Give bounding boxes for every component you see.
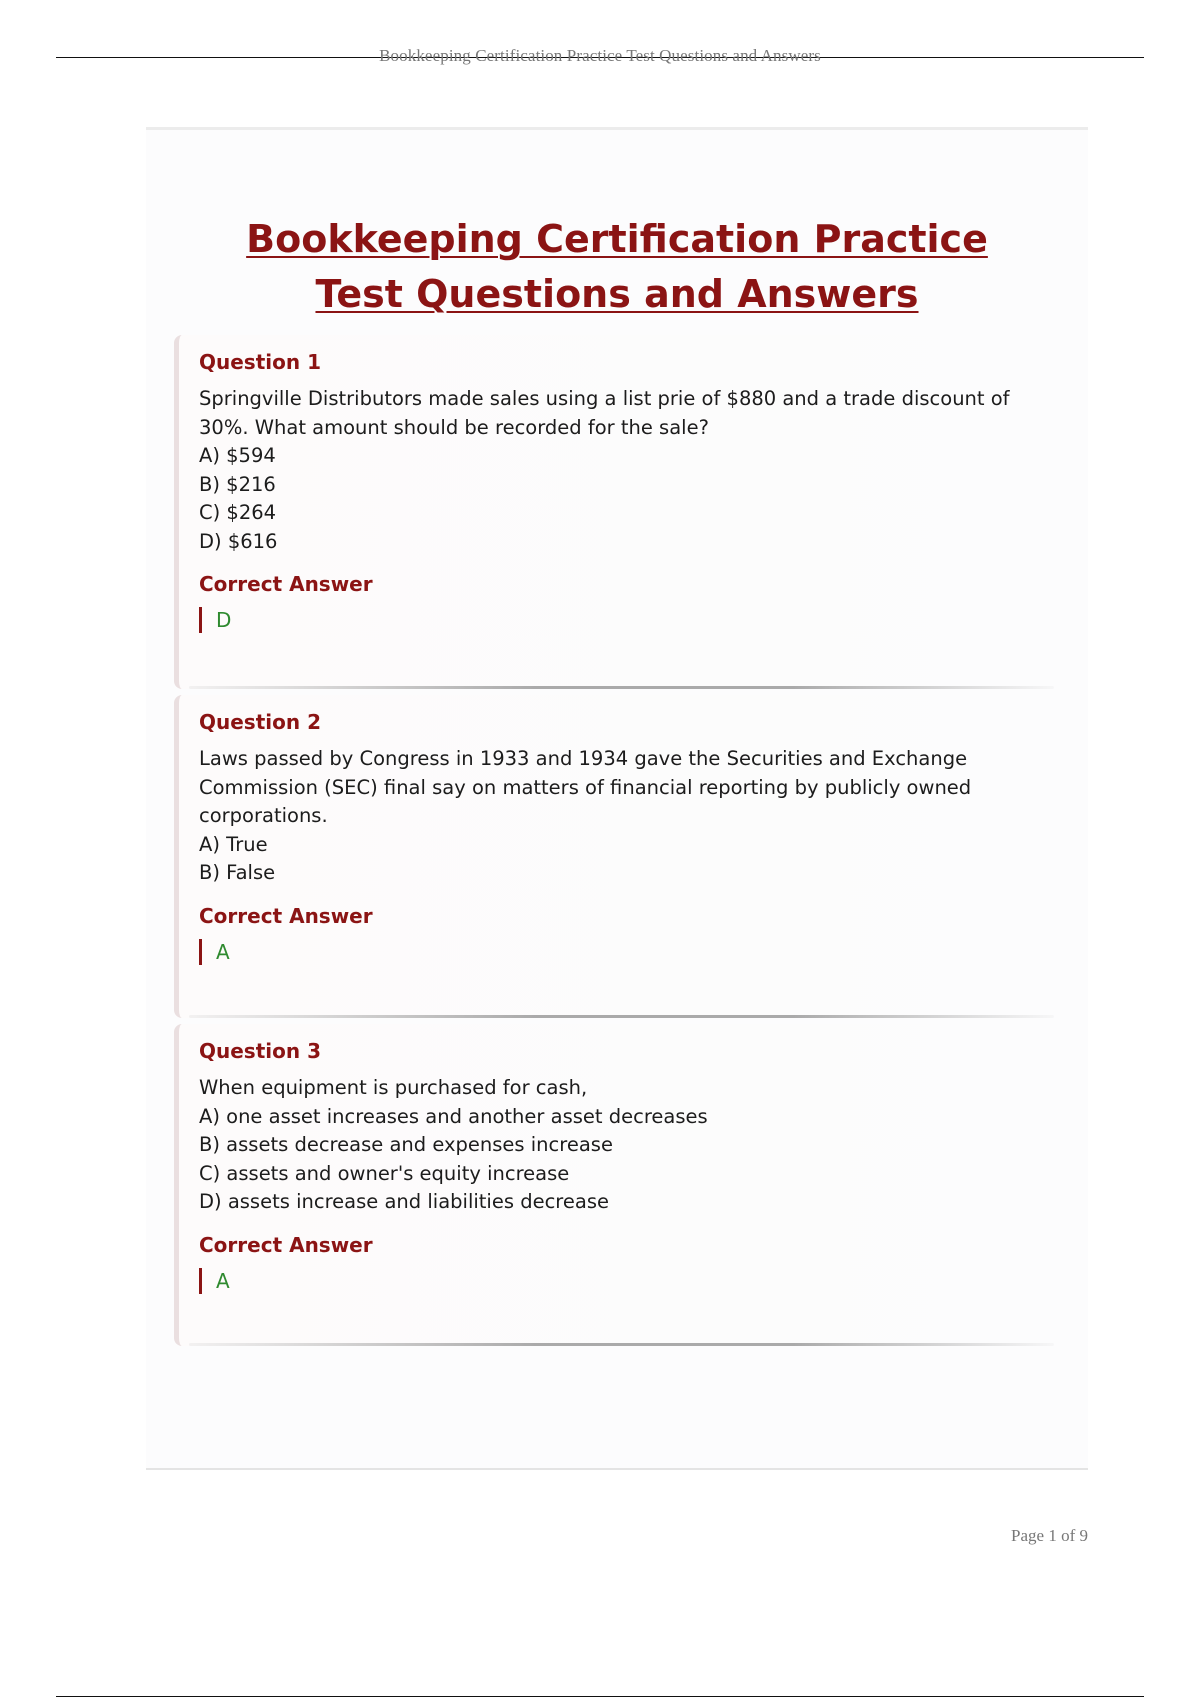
answer-option: C) assets and owner's equity increase — [199, 1161, 570, 1185]
correct-answer — [199, 1267, 1034, 1295]
question-card-1 — [174, 335, 1054, 689]
answer-option: A) $594 — [199, 444, 276, 467]
question-label: Question 1 — [199, 350, 321, 374]
correct-answer-value: A — [216, 939, 230, 964]
answer-option: D) $616 — [199, 529, 278, 553]
answer-option: B) False — [199, 861, 276, 884]
question-text: When equipment is purchased for cash, — [199, 1076, 588, 1099]
answer-option: D) assets increase and liabilities decrease — [199, 1190, 609, 1213]
answer-option: A) True — [199, 832, 268, 856]
correct-answer — [199, 938, 1034, 966]
correct-answer-value: A — [216, 1268, 230, 1293]
answer-accent-bar — [199, 939, 202, 965]
page-number: Page 1 of 9 — [1011, 1526, 1088, 1545]
answer-accent-bar — [199, 607, 202, 633]
correct-answer-label: Correct Answer — [199, 572, 373, 596]
question-text: Laws passed by Congress in 1933 and 1934 gave the Securities and Exchange Commission (SEC) final say on matters of financial reporting by publicly owned corporations. — [199, 747, 972, 827]
answer-option: C) $264 — [199, 501, 277, 524]
correct-answer-label: Correct Answer — [199, 903, 373, 928]
page-content — [146, 127, 1088, 1470]
question-card-3 — [174, 1024, 1054, 1346]
answer-option: B) assets decrease and expenses increase — [199, 1133, 613, 1156]
answer-option: A) one asset increases and another asset decreases — [199, 1104, 708, 1128]
correct-answer-value: D — [216, 608, 232, 632]
question-card-2 — [174, 695, 1054, 1018]
question-list — [174, 335, 1054, 1352]
answer-option: B) $216 — [199, 472, 276, 496]
question-label: Question 2 — [199, 710, 321, 734]
correct-answer-label: Correct Answer — [199, 1232, 373, 1257]
correct-answer — [199, 606, 1034, 634]
document-title: Bookkeeping Certification Practice Test Questions and Answers — [246, 217, 988, 316]
question-text: Springville Distributors made sales using a list prie of $880 and a trade discount of 30%. What amount should be recorded for the sale? — [199, 387, 1010, 439]
answer-accent-bar — [199, 1268, 202, 1294]
footer-rule — [56, 1696, 1144, 1697]
question-label: Question 3 — [199, 1039, 321, 1063]
running-header: Bookkeeping Certification Practice Test Questions and Answers — [379, 46, 821, 65]
